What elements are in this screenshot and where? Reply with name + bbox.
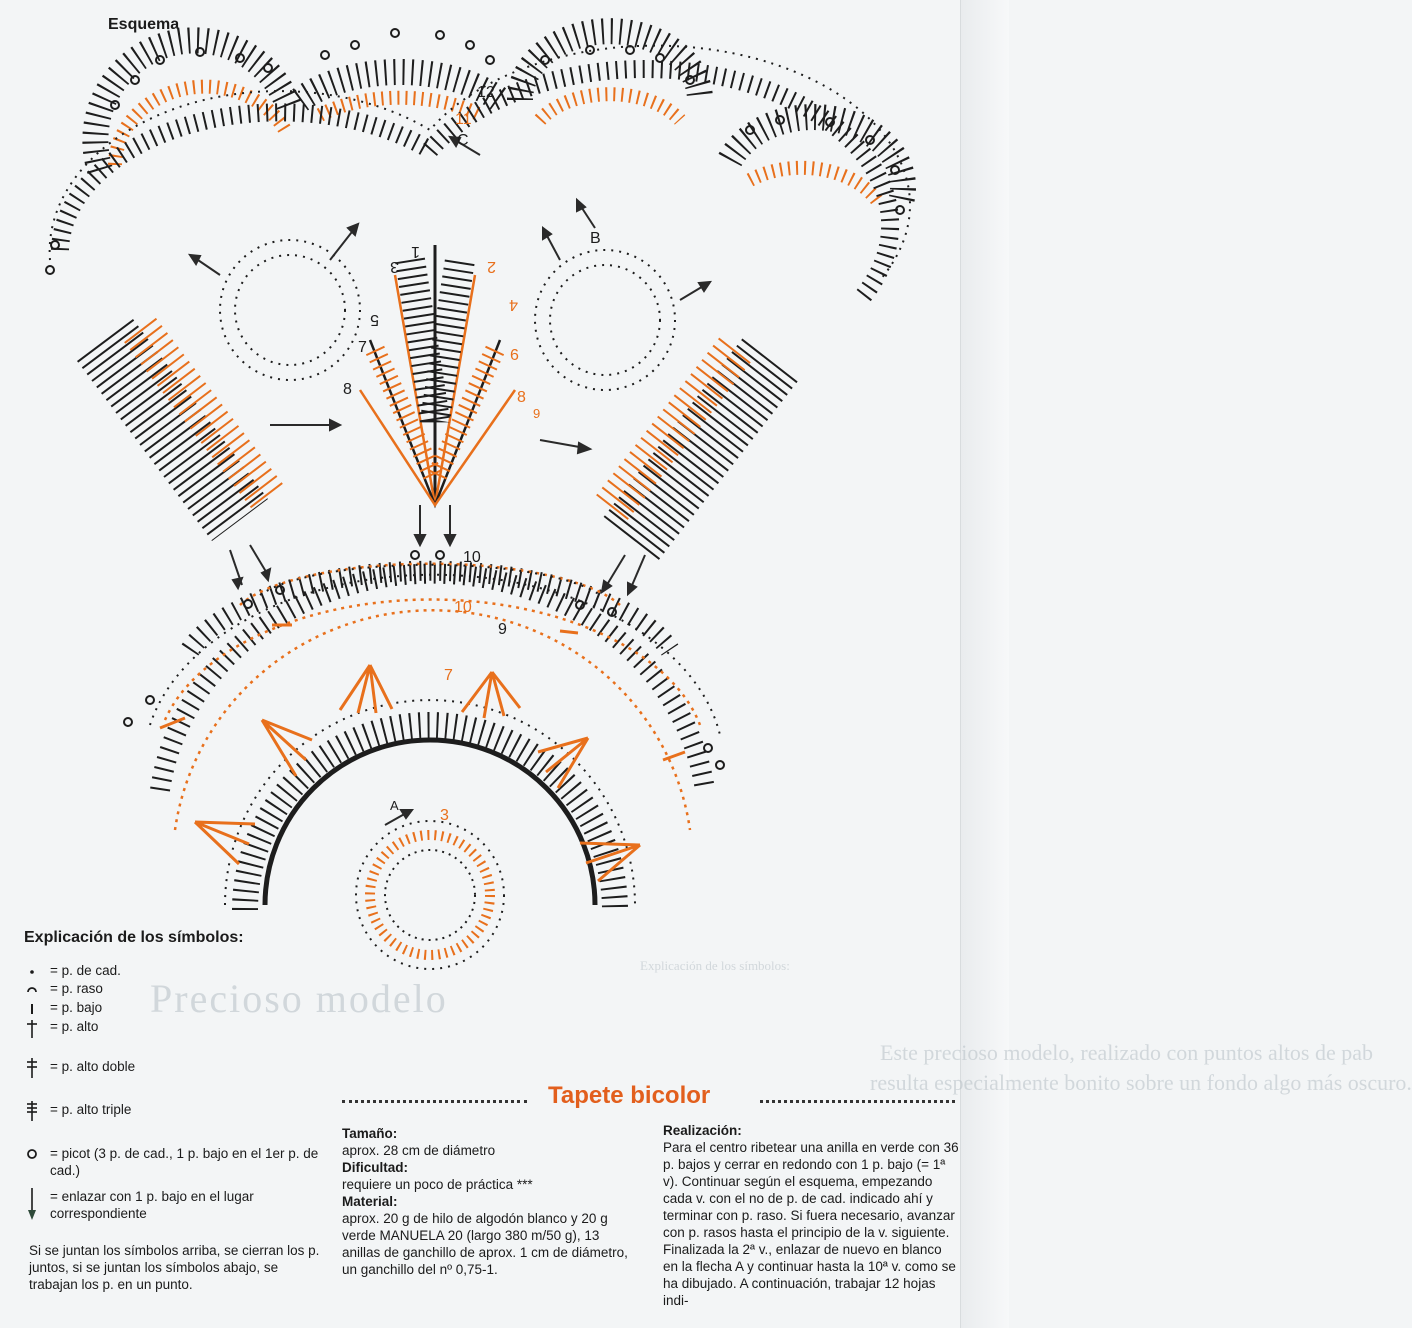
bleed-through-text: Precioso modelo — [150, 976, 448, 1021]
row-label-7: 7 — [358, 339, 367, 356]
row-label-12: 12 — [477, 84, 495, 101]
row-label-10: 10 — [463, 549, 481, 566]
row-label-8-fan: 9 — [498, 621, 507, 638]
realization-label: Realización: — [663, 1123, 742, 1138]
row-label-5: 5 — [370, 311, 379, 328]
picot-icon — [24, 1145, 50, 1165]
material-label: Material: — [342, 1194, 398, 1209]
single-crochet-icon — [24, 999, 50, 1019]
triple-treble-icon — [24, 1101, 50, 1121]
marker-b: B — [590, 230, 601, 247]
legend-item: = p. de cad. — [24, 962, 320, 982]
instructions-column — [663, 1122, 959, 1309]
row-label-7-fan: 7 — [444, 667, 453, 684]
row-label-9: 10 — [454, 599, 472, 616]
diagram-title: Esquema — [108, 16, 180, 33]
size-value: aprox. 28 cm de diámetro — [342, 1143, 496, 1158]
realization-text: Para el centro ribetear una anilla en verde con 36 p. bajos y cerrar en redondo con 1 p. bajo (= 1ª v). Continuar según el esquema, empezando cada v. con el no de p. de cad. indicado ahí y terminar con p. raso. Si fuera necesario, avanzar con p. rasos hasta el principio de la v. siguiente. Finalizada la 2ª v., enlazar de nuevo en blanco en la flecha A y continuar hasta la 10ª v. como se ha dibujado. A continuación, trabajar 12 hojas indi- — [663, 1140, 959, 1308]
center-leaf — [360, 245, 515, 505]
specs-column — [342, 1125, 637, 1278]
row-label-3-center: 3 — [440, 807, 449, 824]
inner-fan — [225, 700, 635, 910]
middle-rounds — [150, 564, 720, 830]
difficulty-label: Dificultad: — [342, 1160, 408, 1175]
center-ring — [356, 821, 504, 969]
divider — [342, 1100, 527, 1103]
marker-c: C — [457, 132, 469, 149]
legend-item: = picot (3 p. de cad., 1 p. bajo en el 1er p. de cad.) — [24, 1145, 320, 1179]
difficulty-value: requiere un poco de práctica *** — [342, 1177, 533, 1192]
row-label-8: 8 — [517, 389, 526, 406]
join-arrow-icon — [24, 1188, 50, 1222]
row-label-3: 3 — [390, 258, 399, 275]
bleed-through-text: Este precioso modelo, realizado con puntos altos de pab — [880, 1040, 1374, 1065]
row-label-11: 11 — [455, 111, 472, 128]
legend-item: = p. alto triple — [24, 1101, 320, 1121]
legend-item: = enlazar con 1 p. bajo en el lugar correspondiente — [24, 1188, 320, 1222]
size-label: Tamaño: — [342, 1126, 398, 1141]
material-value: aprox. 20 g de hilo de algodón blanco y 20 g verde MANUELA 20 (largo 380 m/50 g), 13 anillas de ganchillo de aprox. 1 cm de diámetro, un ganchillo del nº 0,75-1. — [342, 1211, 628, 1277]
page-edge — [960, 0, 1009, 1328]
row-label-10-leaf: 9 — [533, 406, 541, 421]
slip-stitch-icon — [24, 980, 50, 1000]
chain-dot-icon — [24, 962, 50, 982]
row-label-2: 2 — [487, 258, 496, 275]
double-crochet-icon — [24, 1018, 50, 1038]
legend-note: Si se juntan los símbolos arriba, se cierran los p. juntos, si se juntan los símbolos abajo, se trabajan los p. en un punto. — [29, 1243, 320, 1292]
bleed-through-text: Explicación de los símbolos: — [640, 958, 790, 973]
legend-item: = p. bajo — [24, 999, 320, 1019]
bleed-through-text: resulta especialmente bonito sobre un fondo algo más oscuro. — [870, 1070, 1412, 1095]
legend-item: = p. raso — [24, 980, 320, 1000]
row-label-6: 6 — [510, 347, 519, 364]
orange-fans — [160, 625, 685, 881]
divider — [760, 1100, 955, 1103]
legend-item: = p. alto doble — [24, 1058, 320, 1078]
row-label-6-dot: 8 — [343, 381, 352, 398]
legend-title: Explicación de los símbolos: — [24, 929, 244, 946]
legend-item: = p. alto — [24, 1018, 320, 1038]
treble-crochet-icon — [24, 1058, 50, 1078]
upper-rings — [220, 240, 675, 390]
article-title: Tapete bicolor — [548, 1082, 711, 1109]
marker-a: A — [390, 798, 399, 813]
row-label-4: 4 — [509, 296, 518, 313]
top-scallops — [50, 31, 910, 300]
row-label-1: 1 — [411, 243, 420, 260]
